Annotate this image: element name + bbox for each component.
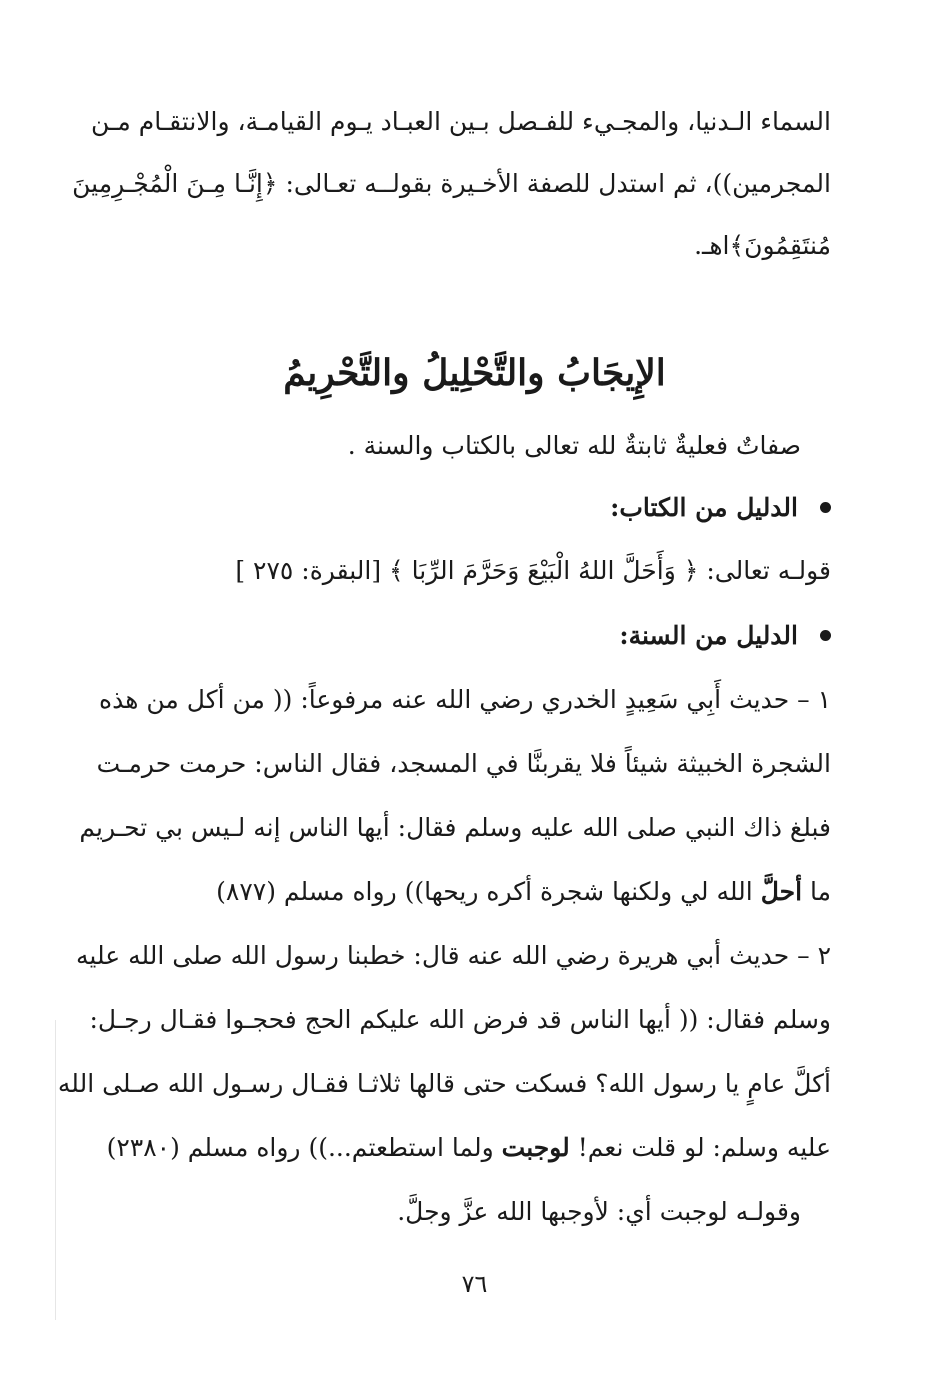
hadith-2-line-4-end: ولما استطعتم...)) رواه مسلم (٢٣٨٠) <box>106 1133 502 1162</box>
intro-line-1: السماء الـدنيا، والمجـيء للفـصل بـين العبـاد يـوم القيامـة، والانتقـام مـن <box>91 107 831 136</box>
hadith-2-line-3: أكلَّ عامٍ يا رسول الله؟ فسكت حتى قالها ثلاثـا فقـال رسـول الله صـلى الله <box>57 1069 831 1098</box>
bullet-icon <box>820 630 831 641</box>
intro-line-2: المجرمين))، ثم استدل للصفة الأخـيرة بقولــه تعـالى: ﴿إِنَّـا مِـنَ الْمُجْـرِمِينَ <box>72 169 831 198</box>
section-description: صفاتٌ فعليةٌ ثابتةٌ لله تعالى بالكتاب والسنة . <box>347 431 801 460</box>
sunnah-evidence-heading-text: الدليل من السنة: <box>619 621 798 650</box>
hadith-2-line-4-start: عليه وسلم: لو قلت نعم! <box>569 1133 831 1162</box>
quran-verse-line: قولـه تعالى: ﴿ وَأَحَلَّ اللهُ الْبَيْعَ وَحَرَّمَ الرِّبَا ﴾ [البقرة: ٢٧٥ ] <box>235 556 831 585</box>
hadith-1-line-4-start: ما <box>802 877 831 906</box>
hadith-1-line-4 <box>118 872 831 912</box>
page-number: ٧٦ <box>461 1270 488 1298</box>
sunnah-evidence-heading <box>118 616 831 656</box>
section-title: الإِيجَابُ والتَّحْلِيلُ والتَّحْرِيمُ <box>283 352 666 394</box>
hadith-1-line-2: الشجرة الخبيثة شيئاً فلا يقربنَّا في المسجد، فقال الناس: حرمت حرمـت <box>96 749 831 778</box>
hadith-2-line-1: ٢ – حديث أبي هريرة رضي الله عنه قال: خطبنا رسول الله صلى الله عليه <box>76 941 831 970</box>
book-evidence-heading-text: الدليل من الكتاب: <box>610 493 798 522</box>
closing-note: وقولـه لوجبت أي: لأوجبها الله عزَّ وجلَّ. <box>397 1197 801 1226</box>
hadith-1-line-3: فبلغ ذاك النبي صلى الله عليه وسلم فقال: أيها الناس إنه لـيس بي تحـريم <box>79 813 831 842</box>
intro-line-3: مُنتَقِمُونَ﴾اهـ. <box>694 231 831 260</box>
hadith-1-line-1: ١ – حديث أَبِي سَعِيدٍ الخدري رضي الله عنه مرفوعاً: (( من أكل من هذه <box>99 685 831 714</box>
book-evidence-heading <box>118 488 831 528</box>
hadith-2-line-4 <box>106 1128 831 1168</box>
hadith-1-bold-word: أحلَّ <box>760 877 803 906</box>
hadith-2-bold-word: لوجبت <box>501 1133 570 1162</box>
bullet-icon <box>820 502 831 513</box>
hadith-2-line-2: وسلم فقال: (( أيها الناس قد فرض الله عليكم الحج فحجـوا فقـال رجـل: <box>89 1005 831 1034</box>
hadith-1-line-4-end: الله لي ولكنها شجرة أكره ريحها)) رواه مسلم (٨٧٧) <box>216 877 761 906</box>
